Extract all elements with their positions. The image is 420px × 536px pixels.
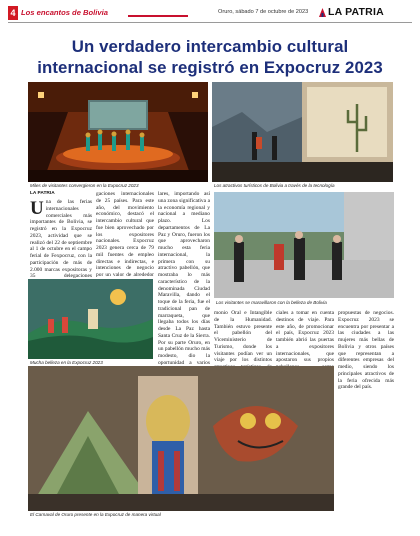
article-column-1 — [30, 198, 92, 280]
photo-carnaval — [28, 366, 334, 511]
byline: LA PATRIA — [30, 191, 55, 196]
page-number: 4 — [8, 6, 18, 20]
article-col2-text: gaciones internacionales de 25 países. Para este año, del movimiento económico, destacó el intercambio cultural que fue bien aprovechado por los expositores nacionales. Expocruz 2023 genera cerca de 79 mil fuentes de empleo directas e indirectas, e intenciones de negocio por un valor de alrededor — [96, 191, 154, 278]
article-column-5 — [338, 310, 394, 405]
article-column-2 — [96, 191, 154, 276]
headline-line-2: internacional se registró en Expocruz 2023 — [37, 58, 383, 77]
caption-visitors: Los visitantes se maravillaron con la belleza de Bolivia — [216, 300, 327, 305]
mural-illustration — [28, 279, 153, 359]
projection-illustration — [212, 82, 393, 182]
caption-projection: Los atractivos turísticos de Bolivia a través de la tecnología — [214, 183, 335, 188]
article-column-3 — [158, 191, 210, 366]
article-column-4 — [276, 310, 334, 363]
newspaper-brand: LA PATRIA — [328, 6, 384, 18]
caption-stage: Miles de visitantes convergieron en la Expocruz 2023 — [30, 183, 139, 188]
stage-illustration — [28, 82, 208, 182]
page-header — [8, 6, 412, 23]
headline-line-1: Un verdadero intercambio cultural — [71, 37, 349, 56]
article-col4-text: ciales a tomar en cuenta destinos de viaje. Para este año, de promocionar el país, Expocruz 2023 también abrió las puertas a expositores internacionales, que apostaron sus propios — [276, 310, 334, 364]
article-column-3b — [214, 310, 272, 363]
section-divider — [128, 15, 188, 17]
article-col1-text: na de las ferias internacionales comerciales más importantes de Bolivia, se registró en la Expocruz 2023, actividad que se realizó del 22 de septiembre al 1 de octubre en el campo ferial de Fexpocruz, con la participación de más de 2.000 marcas expositoras y 35 delegaciones — [30, 199, 92, 280]
photo-projection — [212, 82, 393, 182]
dateline: Oruro, sábado 7 de octubre de 2023 — [218, 9, 309, 15]
photo-visitors — [214, 192, 394, 298]
article-col3b-text: monio Oral e Intangible de la Humanidad. También estuvo presente el pabellón del Viceministerio de Turismo, donde los visitantes podían ver un viaje por los distintos — [214, 310, 272, 364]
article-col3-text: lares, importando así una zona significativa a la economía regional y nacional a mediano plazo. Los departamentos de La Paz y Oruro, fueron los que aprovecharon mucho esta feria internacional, la primera con su atractivo pabellón, que mostraba lo más característico de la denominada Ciudad Maravilla, dando el toque de la feria, fue el tradicional pan de marraqueta, que llegaba todos los días desde La Paz hasta Santa Cruz de la Sierra. Por su parte Oruro, en un pabellón mucho más modesto, dio la oportunidad a varios — [158, 191, 210, 366]
headline — [10, 36, 410, 78]
dropcap: U — [30, 198, 44, 219]
section-title: Los encantos de Bolivia — [21, 8, 108, 17]
caption-mural: Mucha belleza en la Expocruz 2023 — [30, 360, 103, 365]
caption-carnaval: El Carnaval de Oruro presente en la Expocruz de manera virtual — [30, 512, 161, 517]
photo-mural — [28, 279, 153, 359]
carnaval-illustration — [28, 366, 334, 511]
newspaper-logo-icon — [318, 7, 327, 18]
visitors-illustration — [214, 192, 394, 298]
photo-stage — [28, 82, 208, 182]
article-col5-text: propuestas de negocios. Expocruz 2023 se encuentra por presentar a las ciudades a las mujeres más bellas de Bolivia y otros países que representan a diferentes empresas del medio, siendo los principales atractivos de la feria ofrecida más grande del país. — [338, 310, 394, 391]
